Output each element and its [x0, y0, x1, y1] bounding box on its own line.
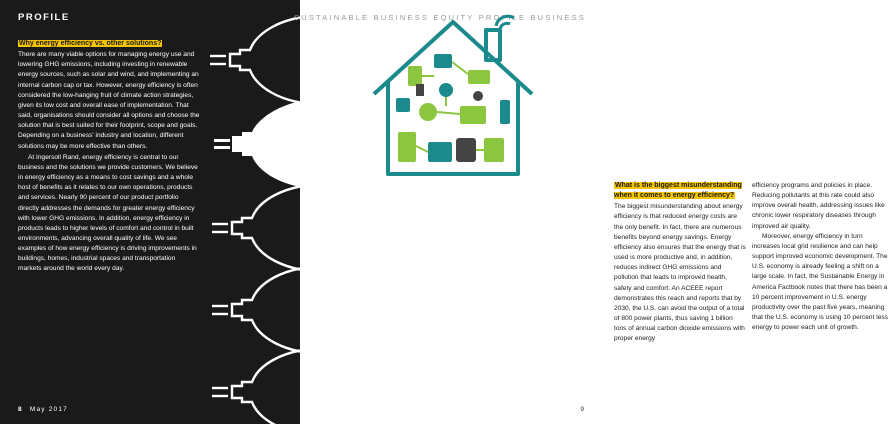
left-page — [0, 0, 300, 424]
right-column-2 — [752, 181, 888, 333]
right-column-2-paragraph-1: efficiency programs and policies in place. Reducing pollutants at this rate could also improve overall health, addressing issues like chronic lower respiratory diseases through improved air quality. — [752, 182, 885, 230]
right-column-1-text: The biggest misunderstanding about energy efficiency is that reduced energy costs are the only benefit. In fact, there are numerous benefits beyond energy savings. Energy efficiency also ensures that the energy that is used is more productive and, in addition, reduces indirect GHG emissions and pollution that leads to improved health, safety and comfort. An ACEEE report demonstrates this reach and reports that by 2030, the U.S. can avoid the output of a total of 800 power plants, thus saving 1 billion tons of annual carbon dioxide emissions with proper energy — [614, 203, 746, 343]
left-heading: Why energy efficiency vs. other solutions? — [19, 40, 162, 47]
left-paragraph-2: At Ingersoll Rand, energy efficiency is central to our business and the solutions we provide customers. We believe in energy efficiency as a means to cost savings and a whole host of benefits as it relates to our own operations, products and services. Nearly 90 percent of our product portfolio directly addresses the demands for greater energy efficiency with lower GHG emissions. In addition, energy efficiency in products leads to higher levels of comfort and control in built environments, advancing overall quality of life. We see examples of how energy efficiency is driving improvements in buildings, homes, industrial spaces and transportation markets around the world every day. — [18, 153, 198, 273]
left-article-body — [18, 39, 200, 275]
right-column-1 — [614, 181, 746, 345]
publication-header: SUSTAINABLE BUSINESS EQUITY PROFILE BUSINESS — [294, 13, 586, 22]
right-heading: What is the biggest misunderstanding when it comes to energy efficiency? — [614, 182, 742, 200]
wifi-icon — [496, 16, 514, 30]
left-footer — [18, 406, 68, 413]
smart-home-illustration — [368, 14, 538, 186]
right-page-number: 9 — [580, 406, 584, 413]
right-column-2-paragraph-2: Moreover, energy efficiency in turn increases local grid resilience and can help support improved economic development. The U.S. economy is already feeling a shift on a large scale. In fact, the Sustainable Energy in America Factbook notes that there has been a 10 percent improvement in U.S. energy productivity over the past five years, meaning that the U.S. economy is using 10 percent less energy to power each unit of growth. — [752, 232, 888, 332]
section-label: PROFILE — [18, 12, 70, 23]
issue-date: May 2017 — [29, 406, 68, 413]
left-page-number: 8 — [18, 406, 23, 413]
house-outline-icon — [374, 22, 532, 174]
left-paragraph-1: There are many viable options for managing energy use and lowering GHG emissions, including investing in renewable energy sources, such as solar and wind, and implementing an internal carbon cap or tax. However, energy efficiency is often considered the low-hanging fruit of climate action strategies, given its low cost and overall ease of implementation. That said, organisations should consider all options and choose the solution that is best suited for their footprint, scope and goals. Depending on a business' industry and location, different solutions may be more effective than others. — [18, 51, 200, 150]
